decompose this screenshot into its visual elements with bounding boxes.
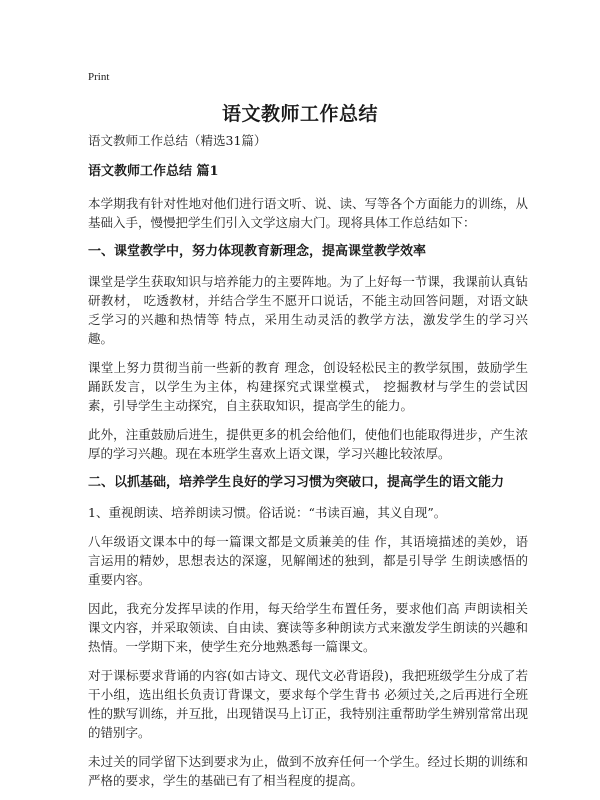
section-heading-1: 一、课堂教学中，努力体现教育新理念，提高课堂教学效率 <box>88 244 427 259</box>
paragraph-intro: 本学期我有针对性地对他们进行语文听、说、读、写等各个方面能力的训练，从基础入手，慢慢把学生们引入文学这扇大门。现将具体工作总结如下： <box>88 196 528 230</box>
paragraph: 因此，我充分发挥早读的作用，每天给学生布置任务，要求他们高 声朗读相关课文内容，并采取领读、自由读、赛读等多种朗读方式来激发学生朗读的兴趣和热情。一学期下来，使学生充分地熟悉每一篇课文。 <box>88 601 528 654</box>
article-heading: 语文教师工作总结 篇1 <box>88 164 219 179</box>
paragraph: 八年级语文课本中的每一篇课文都是文质兼美的佳 作，其语境描述的美妙，语言运用的精妙，思想表达的深邃，见解阐述的独到，都是引导学 生朗读感悟的重要内容。 <box>88 534 528 587</box>
paragraph: 1、重视朗读、培养朗读习惯。俗话说：“书读百遍，其义自现”。 <box>88 505 447 520</box>
paragraph: 未过关的同学留下达到要求为止，做到不放弃任何一个学生。经过长期的训练和严格的要求，学生的基础已有了相当程度的提高。 <box>88 754 528 788</box>
article-body <box>88 132 528 800</box>
article-subtitle: 语文教师工作总结（精选31篇） <box>88 133 267 148</box>
paragraph: 对于课标要求背诵的内容(如古诗文、现代文必背语段)，我把班级学生分成了若干小组，选出组长负责订背课文，要求每个学生背书 必须过关,之后再进行全班性的默写训练，并互批，出现错误马上订正，我特别注重帮助学生辨别常常出现的错别字。 <box>88 668 528 740</box>
print-link[interactable]: Print <box>88 71 110 83</box>
paragraph: 课堂是学生获取知识与培养能力的主要阵地。为了上好每一节课，我课前认真钻研教材， 吃透教材，并结合学生不愿开口说话，不能主动回答问题，对语文缺乏学习的兴趣和热情等 特点，采用生动灵活的教学方法，激发学生的学习兴趣。 <box>88 274 528 346</box>
page-title: 语文教师工作总结 <box>221 103 378 125</box>
paragraph: 课堂上努力贯彻当前一些新的教育 理念，创设轻松民主的教学氛围，鼓励学生踊跃发言，以学生为主体，构建探究式课堂模式， 挖掘教材与学生的尝试因素，引导学生主动探究，自主获取知识，提高学生的能力。 <box>88 360 528 413</box>
section-heading-2: 二、以抓基础，培养学生良好的学习习惯为突破口，提高学生的语文能力 <box>88 475 505 490</box>
paragraph: 此外，注重鼓励后进生，提供更多的机会给他们，使他们也能取得进步，产生浓厚的学习兴趣。现在本班学生喜欢上语文课，学习兴趣比较浓厚。 <box>88 427 528 461</box>
